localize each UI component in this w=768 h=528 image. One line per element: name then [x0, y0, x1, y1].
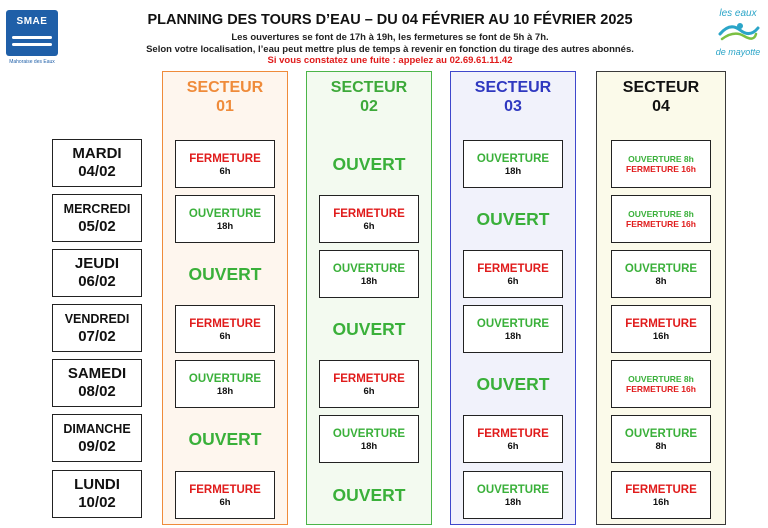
cell-time: 18h [504, 331, 522, 342]
sector-01-header [163, 78, 287, 116]
day-name: LUNDI [74, 476, 120, 493]
cell-status: FERMETURE [477, 263, 549, 275]
cell-status: FERMETURE [189, 318, 261, 330]
leak-phone-notice: Si vous constatez une fuite : appelez au 02.69.61.11.42 [267, 55, 513, 66]
cell-status: FERMETURE [625, 318, 697, 330]
schedule-cell-closure [611, 305, 711, 353]
cell-time: 6h [219, 331, 231, 342]
schedule-cell-open: OUVERT [332, 319, 406, 339]
schedule-cell-opening [611, 415, 711, 463]
day-name: JEUDI [74, 255, 120, 272]
cell-time: 6h [363, 386, 375, 397]
schedule-cell-opening-closure [611, 140, 711, 188]
schedule-cell-open: OUVERT [332, 485, 406, 505]
cell-opening-time: OUVERTURE 8h [628, 209, 694, 219]
schedule-cell-opening [611, 250, 711, 298]
cell-time: 16h [652, 331, 670, 342]
schedule-cell-opening [463, 140, 563, 188]
cell-time: 8h [655, 276, 667, 287]
cell-time: 18h [360, 441, 378, 452]
cell-status: OUVERTURE [188, 208, 262, 220]
cell-status: OUVERTURE [476, 484, 550, 496]
cell-time: 6h [363, 221, 375, 232]
schedule-cell-open: OUVERT [476, 374, 550, 394]
cell-status: FERMETURE [477, 428, 549, 440]
sector-04-header [597, 78, 725, 116]
cell-opening-time: OUVERTURE 8h [628, 154, 694, 164]
day-name: MERCREDI [63, 202, 131, 216]
schedule-cell-closure [611, 471, 711, 519]
cell-status: FERMETURE [333, 208, 405, 220]
cell-status: OUVERTURE [624, 428, 698, 440]
cell-status: FERMETURE [189, 484, 261, 496]
day-label-wednesday [52, 194, 142, 242]
schedule-cell-open: OUVERT [188, 264, 262, 284]
logo-right-line1: les eaux [719, 8, 757, 19]
day-label-monday [52, 470, 142, 518]
cell-status: OUVERTURE [332, 428, 406, 440]
day-date: 09/02 [78, 438, 116, 455]
sector-label: SECTEUR [622, 79, 700, 96]
sector-02-column [306, 71, 432, 525]
day-date: 04/02 [78, 163, 116, 180]
schedule-hours-note: Les ouvertures se font de 17h à 19h, les fermetures se font de 5h à 7h. [231, 32, 549, 43]
sector-02-header [307, 78, 431, 116]
schedule-cell-closure [175, 140, 275, 188]
cell-status: FERMETURE [333, 373, 405, 385]
cell-status: OUVERTURE [624, 263, 698, 275]
schedule-cell-opening [175, 360, 275, 408]
sector-number: 04 [652, 98, 670, 115]
day-name: SAMEDI [67, 365, 127, 382]
smae-logo-badge [6, 10, 58, 56]
schedule-cell-opening [463, 471, 563, 519]
schedule-cell-opening [463, 305, 563, 353]
page-title: PLANNING DES TOURS D’EAU – DU 04 FÉVRIER AU 10 FÉVRIER 2025 [147, 12, 633, 28]
cell-status: OUVERTURE [188, 373, 262, 385]
schedule-cell-opening [319, 250, 419, 298]
cell-status: OUVERTURE [332, 263, 406, 275]
day-date: 08/02 [78, 383, 116, 400]
day-date: 05/02 [78, 218, 116, 235]
day-date: 10/02 [78, 494, 116, 511]
cell-time: 6h [219, 497, 231, 508]
sector-01-column [162, 71, 288, 525]
cell-status: FERMETURE [189, 153, 261, 165]
schedule-cell-open: OUVERT [188, 429, 262, 449]
wave-swoosh-icon [716, 20, 760, 42]
cell-time: 18h [504, 166, 522, 177]
cell-closure-time: FERMETURE 16h [626, 384, 696, 394]
cell-time: 6h [507, 441, 519, 452]
cell-status: FERMETURE [625, 484, 697, 496]
schedule-cell-open: OUVERT [332, 154, 406, 174]
cell-closure-time: FERMETURE 16h [626, 164, 696, 174]
cell-time: 18h [360, 276, 378, 287]
sector-03-column [450, 71, 576, 525]
smae-logo [6, 10, 58, 70]
sector-03-header [451, 78, 575, 116]
smae-logo-subtitle: Mahoraise des Eaux [9, 59, 55, 65]
day-date: 06/02 [78, 273, 116, 290]
cell-time: 16h [652, 497, 670, 508]
cell-status: OUVERTURE [476, 153, 550, 165]
cell-time: 18h [216, 386, 234, 397]
sector-label: SECTEUR [330, 79, 408, 96]
cell-opening-time: OUVERTURE 8h [628, 374, 694, 384]
schedule-cell-closure [463, 415, 563, 463]
schedule-cell-closure [463, 250, 563, 298]
day-label-saturday [52, 359, 142, 407]
location-delay-note: Selon votre localisation, l’eau peut mettre plus de temps à revenir en fonction du tirage des autres abonnés. [146, 44, 634, 55]
day-name: MARDI [72, 145, 122, 162]
schedule-cell-opening [175, 195, 275, 243]
cell-closure-time: FERMETURE 16h [626, 219, 696, 229]
sector-number: 03 [504, 98, 522, 115]
schedule-cell-opening-closure [611, 360, 711, 408]
sector-label: SECTEUR [186, 79, 264, 96]
sector-number: 02 [360, 98, 378, 115]
eaux-de-mayotte-logo [712, 8, 764, 66]
cell-time: 18h [216, 221, 234, 232]
cell-time: 6h [219, 166, 231, 177]
wave-icon [12, 36, 52, 39]
schedule-cell-opening [319, 415, 419, 463]
day-label-sunday [52, 414, 142, 462]
cell-time: 8h [655, 441, 667, 452]
wave-icon [12, 43, 52, 46]
day-label-friday [52, 304, 142, 352]
sector-label: SECTEUR [474, 79, 552, 96]
schedule-cell-closure [175, 471, 275, 519]
cell-time: 18h [504, 497, 522, 508]
schedule-cell-open: OUVERT [476, 209, 550, 229]
day-name: VENDREDI [64, 312, 130, 326]
day-name: DIMANCHE [63, 422, 131, 436]
schedule-cell-closure [319, 360, 419, 408]
schedule-cell-closure [175, 305, 275, 353]
day-label-tuesday [52, 139, 142, 187]
schedule-cell-opening-closure [611, 195, 711, 243]
cell-time: 6h [507, 276, 519, 287]
day-label-thursday [52, 249, 142, 297]
sector-04-column [596, 71, 726, 525]
cell-status: OUVERTURE [476, 318, 550, 330]
day-date: 07/02 [78, 328, 116, 345]
smae-logo-name: SMAE [16, 16, 48, 27]
schedule-cell-closure [319, 195, 419, 243]
logo-right-line2: de mayotte [715, 47, 761, 57]
sector-number: 01 [216, 98, 234, 115]
